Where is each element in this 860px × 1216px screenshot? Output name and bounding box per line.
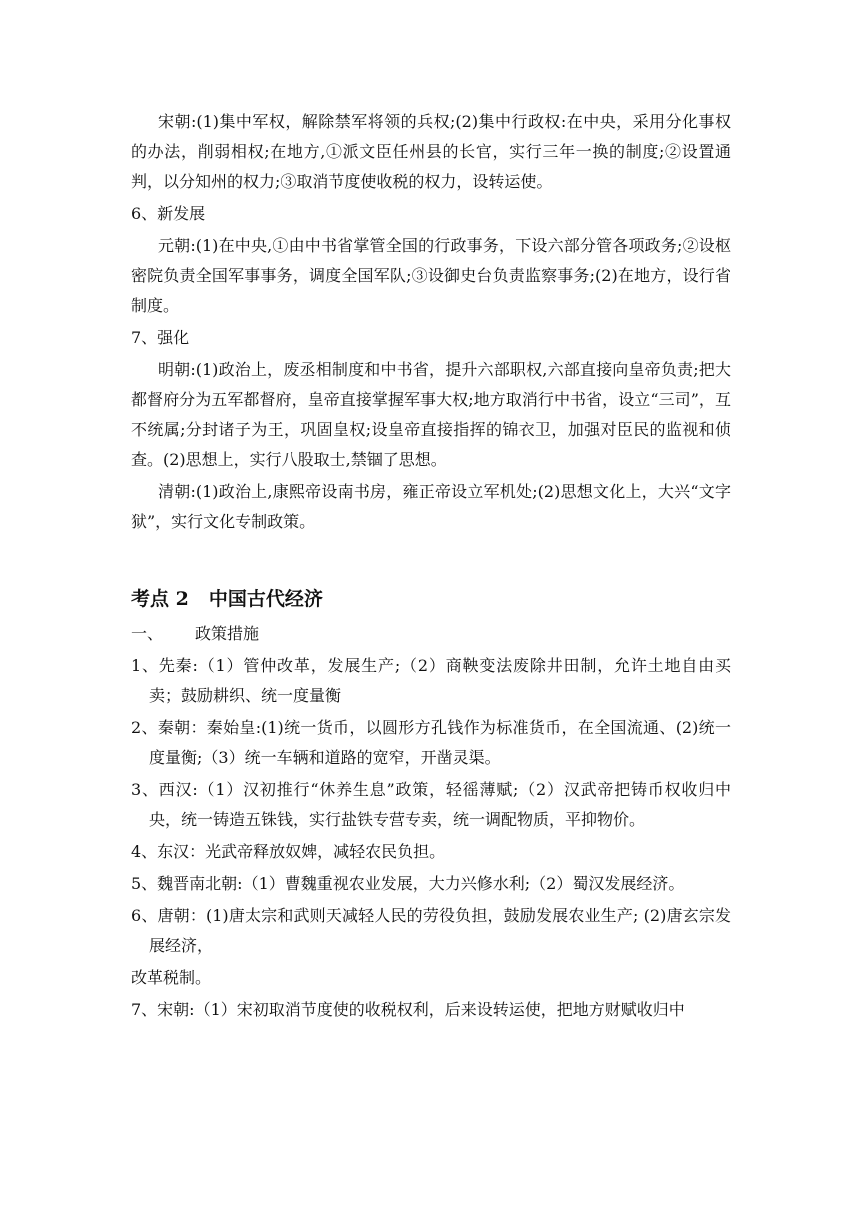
- yuan-dynasty-paragraph: 元朝:(1)在中央,①由中书省掌管全国的行政事务，下设六部分管各项政务;②设枢密院负责全国军事事务，调度全国军队;③设御史台负责监察事务;(2)在地方，设行省制度。: [131, 236, 731, 315]
- heading-new-development: 6、新发展: [131, 204, 206, 223]
- policy-measures-number: 一、: [131, 624, 164, 643]
- section-title-text: 中国古代经济: [208, 588, 323, 610]
- list-item: 3、西汉:（1）汉初推行“休养生息”政策，轻徭薄赋;（2）汉武帝把铸币权收归中央，统一铸造五铢钱，实行盐铁专营专卖，统一调配物质，平抑物价。: [131, 780, 731, 829]
- song-dynasty-paragraph: 宋朝:(1)集中军权，解除禁军将领的兵权;(2)集中行政权:在中央，采用分化事权的办法，削弱相权;在地方,①派文臣任州县的长官，实行三年一换的制度;②设置通判，以分知州的权力;③取消节度使收税的权力，设转运使。: [131, 112, 731, 191]
- section-title-number: 考点 2: [131, 588, 189, 610]
- policy-measures-heading: [131, 619, 731, 649]
- document-content: [131, 107, 731, 1027]
- list-item: 6、唐朝：(1)唐太宗和武则天减轻人民的劳役负担，鼓励发展农业生产; (2)唐玄宗发展经济，: [131, 906, 731, 955]
- section-gap: [131, 539, 731, 583]
- qing-dynasty-paragraph: 清朝:(1)政治上,康熙帝设南书房，雍正帝设立军机处;(2)思想文化上，大兴“文字狱”，实行文化专制政策。: [131, 482, 731, 531]
- list-item: 5、魏晋南北朝:（1）曹魏重视农业发展，大力兴修水利;（2）蜀汉发展经济。: [131, 874, 685, 893]
- list-item: 2、秦朝：秦始皇:(1)统一货币，以圆形方孔钱作为标准货币，在全国流通、(2)统一度量衡;（3）统一车辆和道路的宽窄，开凿灵渠。: [131, 718, 731, 767]
- list-item-continuation: 改革税制。: [131, 968, 212, 987]
- section-title-kaodian-2: [131, 583, 731, 615]
- ming-dynasty-paragraph: 明朝:(1)政治上，废丞相制度和中书省，提升六部职权,六部直接向皇帝负责;把大都督府分为五军都督府，皇帝直接掌握军事大权;地方取消行中书省，设立“三司”，互不统属;分封诸子为王，巩固皇权;设皇帝直接指挥的锦衣卫，加强对臣民的监视和侦查。(2)思想上，实行八股取士,禁锢了思想。: [131, 360, 731, 469]
- policy-measures-label: 政策措施: [195, 624, 260, 643]
- list-item: 7、宋朝:（1）宋初取消节度使的收税权利，后来设转运使，把地方财赋收归中: [131, 1000, 685, 1019]
- list-item: 1、先秦:（1）管仲改革，发展生产;（2）商鞅变法废除井田制，允许土地自由买卖；鼓励耕织、统一度量衡: [131, 656, 731, 705]
- heading-strengthening: 7、强化: [131, 328, 190, 347]
- list-item: 4、东汉：光武帝释放奴婢，减轻农民负担。: [131, 842, 446, 861]
